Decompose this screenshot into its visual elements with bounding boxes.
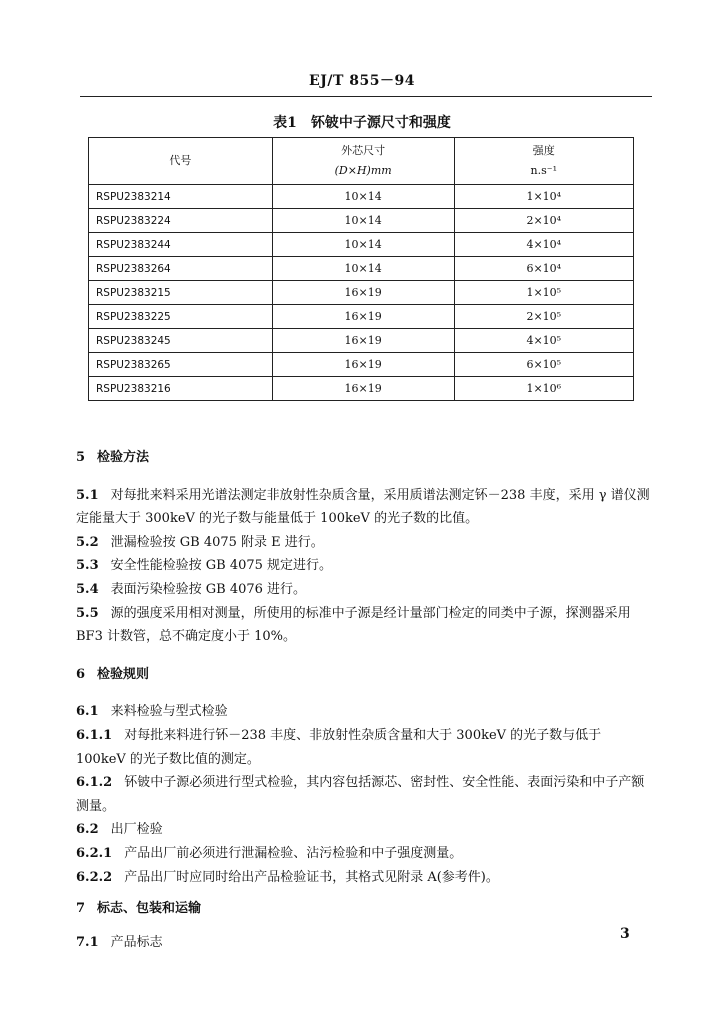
clause-number: 6.1.1 — [76, 727, 113, 743]
clause-number: 6.1 — [76, 704, 99, 720]
clause-number: 5.4 — [76, 581, 99, 597]
table-row — [89, 329, 634, 353]
page-number: 3 — [620, 926, 630, 942]
clause-text: 产品出厂前必须进行泄漏检验、沾污检验和中子强度测量。 — [124, 845, 463, 861]
clause — [76, 931, 654, 955]
section-title: 检验方法 — [97, 450, 150, 465]
clause-text: 源的强度采用相对测量，所使用的标准中子源是经计量部门检定的同类中子源，探测器采用 BF3 计数管，总不确定度小于 10%。 — [76, 605, 631, 645]
section-heading — [76, 446, 654, 470]
cell-code: RSPU2383265 — [89, 353, 273, 377]
clause — [76, 818, 654, 842]
cell-size: 16×19 — [272, 281, 454, 305]
cell-code: RSPU2383215 — [89, 281, 273, 305]
clause-text: 表面污染检验按 GB 4076 进行。 — [110, 581, 307, 597]
header-rule — [80, 96, 652, 97]
clause-text: 对每批来料进行钚－238 丰度、非放射性杂质含量和大于 300keV 的光子数与低于 100keV 的光子数比值的测定。 — [76, 727, 602, 767]
section-number: 6 — [76, 666, 86, 682]
cell-size: 16×19 — [272, 377, 454, 401]
cell-size: 16×19 — [272, 305, 454, 329]
header-size — [272, 138, 454, 185]
table-row — [89, 281, 634, 305]
cell-size: 10×14 — [272, 209, 454, 233]
cell-strength: 6×10⁵ — [454, 353, 633, 377]
cell-strength: 1×10⁴ — [454, 185, 633, 209]
clause-number: 5.1 — [76, 487, 99, 503]
clause — [76, 700, 654, 724]
clause-text: 安全性能检验按 GB 4075 规定进行。 — [110, 558, 333, 574]
table-row — [89, 353, 634, 377]
cell-code: RSPU2383245 — [89, 329, 273, 353]
clause-text: 泄漏检验按 GB 4075 附录 E 进行。 — [110, 534, 324, 550]
section-number: 5 — [76, 450, 86, 465]
table-row — [89, 233, 634, 257]
header-strength-line1: 强度 — [532, 144, 555, 157]
cell-code: RSPU2383244 — [89, 233, 273, 257]
clause-number: 5.3 — [76, 558, 99, 574]
clause — [76, 531, 654, 555]
header-strength — [454, 138, 633, 185]
source-spec-table — [88, 137, 634, 401]
clause-text: 钚铍中子源必须进行型式检验，其内容包括源芯、密封性、安全性能、表面污染和中子产额测量。 — [76, 775, 645, 814]
cell-size: 10×14 — [272, 185, 454, 209]
table-row — [89, 185, 634, 209]
clause-text: 产品出厂时应同时给出产品检验证书，其格式见附录 A(参考件)。 — [124, 869, 499, 885]
cell-strength: 2×10⁴ — [454, 209, 633, 233]
header-size-line1: 外芯尺寸 — [341, 144, 386, 157]
header-strength-line2: n.s⁻¹ — [530, 164, 557, 177]
cell-strength: 4×10⁵ — [454, 329, 633, 353]
section-title: 检验规则 — [97, 666, 150, 682]
section-heading — [76, 663, 654, 687]
clause-number: 6.2.2 — [76, 869, 113, 885]
cell-size: 10×14 — [272, 257, 454, 281]
cell-strength: 2×10⁵ — [454, 305, 633, 329]
clause-text: 产品标志 — [110, 934, 163, 950]
cell-strength: 1×10⁶ — [454, 377, 633, 401]
cell-strength: 6×10⁴ — [454, 257, 633, 281]
cell-code: RSPU2383264 — [89, 257, 273, 281]
section-title: 标志、包装和运输 — [97, 901, 202, 917]
cell-code: RSPU2383224 — [89, 209, 273, 233]
document-header: EJ/T 855－94 — [309, 73, 415, 89]
clause — [76, 578, 654, 602]
header-size-line2: (D×H)mm — [334, 164, 392, 177]
clause — [76, 484, 654, 531]
table-row — [89, 209, 634, 233]
clause — [76, 602, 654, 649]
table-row — [89, 377, 634, 401]
section-heading — [76, 897, 654, 921]
document-body — [76, 446, 654, 954]
cell-code: RSPU2383225 — [89, 305, 273, 329]
clause-number: 7.1 — [76, 934, 99, 950]
table-header-row — [89, 138, 634, 185]
cell-size: 10×14 — [272, 233, 454, 257]
clause-number: 6.1.2 — [76, 775, 113, 791]
clause — [76, 842, 654, 866]
clause-number: 5.2 — [76, 534, 99, 550]
cell-code: RSPU2383214 — [89, 185, 273, 209]
clause — [76, 771, 654, 818]
clause-text: 对每批来料采用光谱法测定非放射性杂质含量，采用质谱法测定钚－238 丰度，采用 γ 谱仪测定能量大于 300keV 的光子数与能量低于 100keV 的光子数的比值。 — [76, 487, 650, 527]
clause — [76, 724, 654, 771]
table-title-label: 表1 — [273, 115, 297, 131]
clause-text: 来料检验与型式检验 — [110, 704, 228, 720]
clause-number: 6.2.1 — [76, 845, 113, 861]
cell-strength: 1×10⁵ — [454, 281, 633, 305]
cell-size: 16×19 — [272, 329, 454, 353]
header-code: 代号 — [89, 138, 273, 185]
cell-strength: 4×10⁴ — [454, 233, 633, 257]
table-row — [89, 257, 634, 281]
cell-size: 16×19 — [272, 353, 454, 377]
table-title-text: 钚铍中子源尺寸和强度 — [310, 115, 451, 131]
section-number: 7 — [76, 901, 86, 917]
clause — [76, 554, 654, 578]
clause-number: 6.2 — [76, 822, 99, 838]
table-row — [89, 305, 634, 329]
clause-text: 出厂检验 — [110, 822, 163, 838]
table-title — [0, 112, 724, 132]
clause — [76, 866, 654, 890]
clause-number: 5.5 — [76, 605, 99, 621]
cell-code: RSPU2383216 — [89, 377, 273, 401]
